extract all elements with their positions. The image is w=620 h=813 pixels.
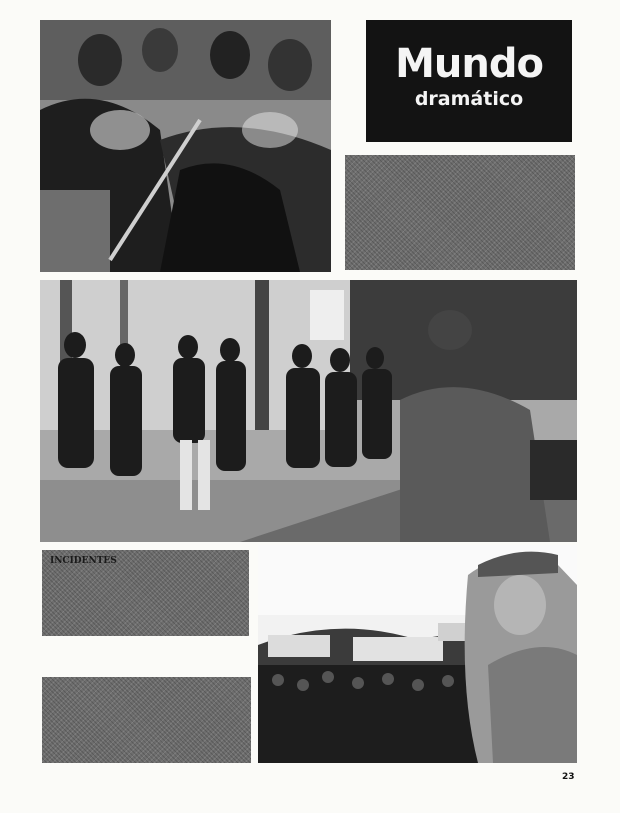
photo-demonstration (258, 545, 577, 763)
queue-in-street-photo-icon (40, 280, 577, 542)
caption-bottom-left (42, 677, 251, 763)
section-subtitle: dramático (414, 88, 524, 110)
caption-middle-left-lead: INCIDENTES (50, 556, 117, 566)
page-number: 23 (562, 772, 575, 782)
caption-top-right (345, 155, 575, 270)
section-title: Mundo (395, 41, 543, 87)
caption-middle-left (42, 550, 249, 636)
photo-street-queue (40, 280, 577, 542)
photo-police-clash (40, 20, 331, 272)
riot-police-photo-icon (40, 20, 331, 272)
demonstration-banners-photo-icon (258, 545, 577, 763)
section-title-box (366, 20, 572, 142)
